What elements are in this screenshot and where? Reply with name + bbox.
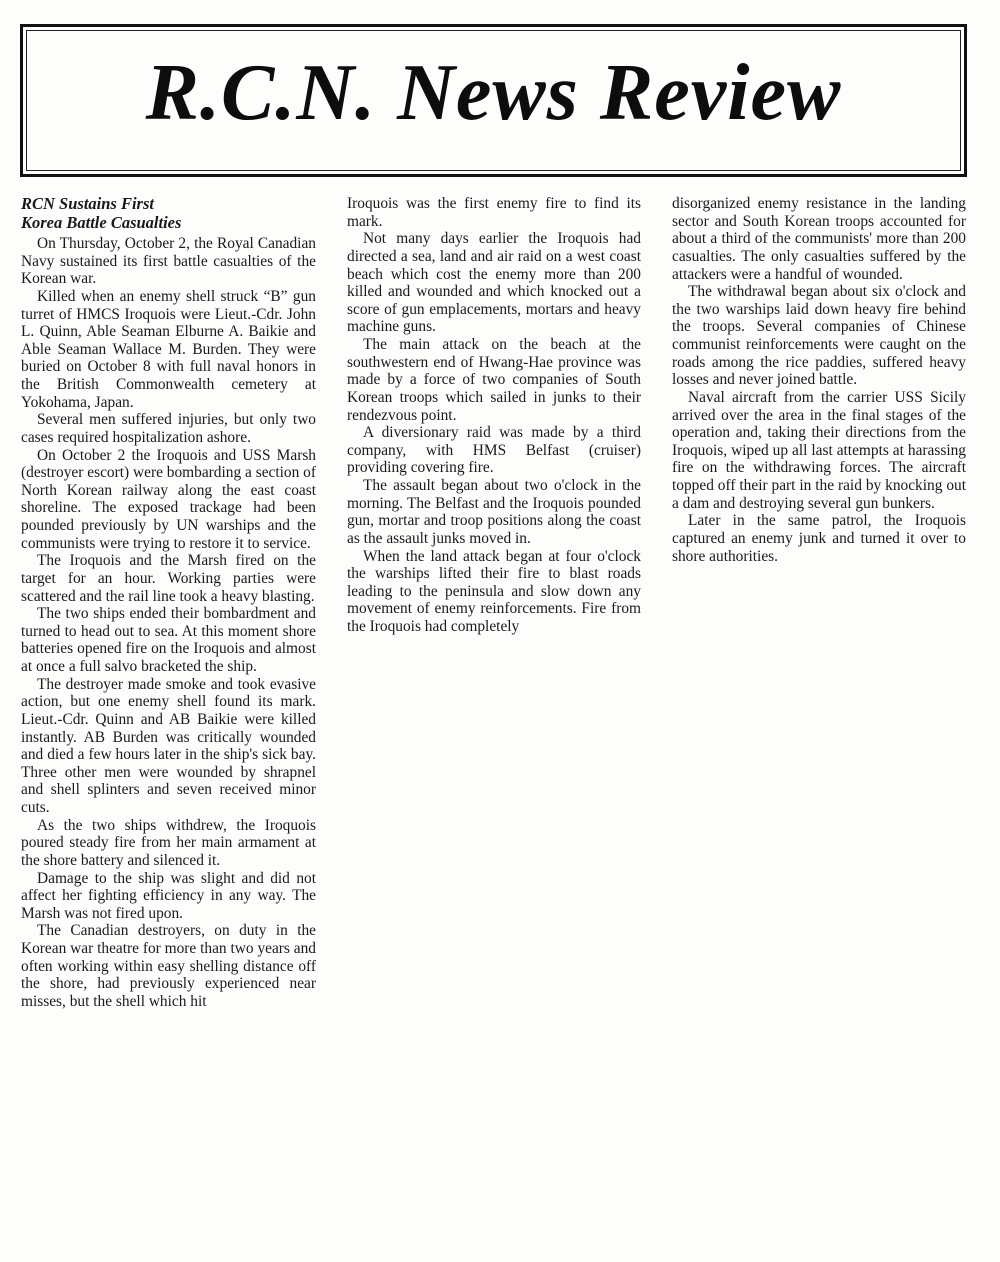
paragraph: On Thursday, October 2, the Royal Canadian Navy sustained its first battle casualties of the Korean war. (21, 235, 316, 288)
paragraph: Later in the same patrol, the Iroquois captured an enemy junk and turned it over to shore authorities. (672, 512, 966, 565)
headline-line-1: RCN Sustains First (21, 194, 154, 213)
article-column-1 (21, 195, 316, 1011)
paragraph-continued: disorganized enemy resistance in the landing sector and South Korean troops accounted for about a third of the communists' more than 200 casualties. The only casualties suffered by the attackers were a handful of wounded. (672, 195, 966, 283)
paragraph-continued: Iroquois was the first enemy fire to find its mark. (347, 195, 641, 230)
masthead-box (20, 24, 967, 177)
paragraph: As the two ships withdrew, the Iroquois poured steady fire from her main armament at the shore battery and silenced it. (21, 816, 316, 869)
paragraph: A diversionary raid was made by a third company, with HMS Belfast (cruiser) providing covering fire. (347, 424, 641, 477)
paragraph: Not many days earlier the Iroquois had directed a sea, land and air raid on a west coast beach which cost the enemy more than 200 killed and wounded and which knocked out a score of gun emplacements, mortars and heavy machine guns. (347, 230, 641, 336)
paragraph: Several men suffered injuries, but only two cases required hospitalization ashore. (21, 411, 316, 446)
paragraph: Damage to the ship was slight and did not affect her fighting efficiency in any way. The Marsh was not fired upon. (21, 869, 316, 922)
article-headline (21, 195, 316, 232)
paragraph: On October 2 the Iroquois and USS Marsh (destroyer escort) were bombarding a section of North Korean railway along the east coast shoreline. The exposed trackage had been pounded previously by UN warships and the communists were trying to restore it to service. (21, 446, 316, 552)
paragraph: The Canadian destroyers, on duty in the Korean war theatre for more than two years and often working within easy shelling distance off the shore, had previously experienced near misses, but the shell which hit (21, 922, 316, 1010)
paragraph: The assault began about two o'clock in the morning. The Belfast and the Iroquois pounded gun, mortar and troop positions along the coast as the assault junks moved in. (347, 477, 641, 547)
paragraph: The Iroquois and the Marsh fired on the target for an hour. Working parties were scattered and the rail line took a heavy blasting. (21, 552, 316, 605)
paragraph: Killed when an enemy shell struck “B” gun turret of HMCS Iroquois were Lieut.-Cdr. John L. Quinn, Able Seaman Elburne A. Baikie and Able Seaman Wallace M. Burden. They were buried on October 8 with full naval honors in the British Commonwealth cemetery at Yokohama, Japan. (21, 287, 316, 411)
paragraph: The destroyer made smoke and took evasive action, but one enemy shell found its mark. Lieut.-Cdr. Quinn and AB Baikie were killed instantly. AB Burden was critically wounded and died a few hours later in the ship's sick bay. Three other men were wounded by shrapnel and shell splinters and seven received minor cuts. (21, 675, 316, 816)
headline-line-2: Korea Battle Casualties (21, 212, 182, 232)
article-column-2 (347, 195, 641, 636)
paragraph: When the land attack began at four o'clock the warships lifted their fire to blast roads leading to the peninsula and slow down any movement of enemy reinforcements. Fire from the Iroquois had completely (347, 547, 641, 635)
paragraph: The two ships ended their bombardment and turned to head out to sea. At this moment shore batteries opened fire on the Iroquois and almost at once a full salvo bracketed the ship. (21, 605, 316, 675)
article-column-3 (672, 195, 966, 565)
paragraph: The withdrawal began about six o'clock and the two warships laid down heavy fire behind the troops. Several companies of Chinese communist reinforcements were caught on the roads among the rice paddies, suffered heavy losses and never joined battle. (672, 283, 966, 389)
paragraph: Naval aircraft from the carrier USS Sicily arrived over the area in the final stages of the operation and, taking their directions from the Iroquois, wiped up all last attempts at harassing fire on the withdrawing forces. The aircraft topped off their part in the raid by knocking out a dam and destroying several gun bunkers. (672, 388, 966, 512)
masthead-title: R.C.N. News Review (145, 49, 842, 137)
paragraph: The main attack on the beach at the southwestern end of Hwang-Hae province was made by a force of two companies of South Korean troops which sailed in junks to their rendezvous point. (347, 336, 641, 424)
